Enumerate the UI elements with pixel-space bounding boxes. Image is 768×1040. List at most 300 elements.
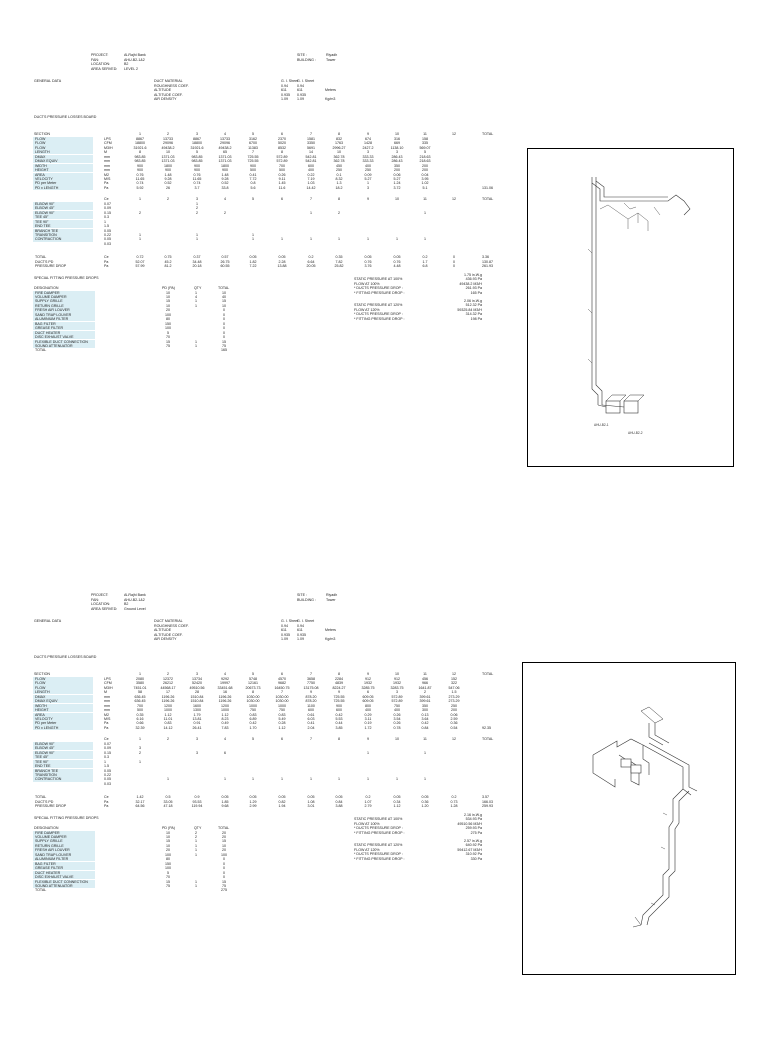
fitting-section-number: 9: [367, 736, 369, 741]
main-cell: 800: [365, 703, 371, 708]
main-cell: 7.83: [221, 725, 229, 730]
summary-value: 259.93 Pa: [465, 826, 482, 831]
fitting-qty: 6: [224, 750, 226, 755]
total-row-cell: 0.34: [393, 799, 401, 804]
fitting-section-number: 7: [310, 196, 312, 201]
duct-isometric: [523, 663, 735, 974]
total-row-cell: 2.28: [278, 259, 286, 264]
main-cell: 13175.08: [303, 685, 319, 690]
fitting-label: CONTRACTION: [35, 777, 62, 782]
total-row-cell: 45.2: [164, 259, 172, 264]
summary-value: 49438.2 M3/H: [459, 281, 482, 286]
main-cell: 5748: [249, 676, 257, 681]
special-pd: 70: [166, 335, 170, 340]
special-total: 100: [221, 852, 227, 857]
total-row-label: PRESSURE DROP: [35, 804, 67, 809]
header-label: BUILDING :: [297, 597, 316, 602]
main-cell: 8867: [193, 136, 201, 141]
main-cell: 1.02: [421, 181, 429, 186]
main-cell: 9292: [221, 676, 229, 681]
summary-value: 198 Pa: [470, 317, 482, 321]
main-cell: 29096: [163, 141, 173, 146]
summary-value: 2.06 in.W.g: [464, 298, 482, 303]
main-cell: 2996.27: [332, 145, 346, 150]
total-row-cell: 1.07: [364, 799, 372, 804]
total-row-cell: 0.05: [249, 255, 257, 260]
main-cell: 900: [194, 168, 200, 173]
special-designation: GREASE FILTER: [35, 866, 64, 871]
main-cell: 2370: [278, 136, 286, 141]
summary-value: 261.93 Pa: [465, 286, 482, 291]
main-cell: 286.43: [391, 154, 403, 159]
total-row-cell: 26.75: [220, 259, 230, 264]
main-cell: 11.65: [192, 177, 202, 181]
header-label: FAN:: [91, 597, 99, 602]
duct-line: [593, 755, 615, 787]
special-designation: VOLUME DAMPER: [35, 295, 67, 299]
general-data-value: 0.94: [297, 83, 304, 88]
main-cell: 2.04: [307, 725, 315, 730]
section-number: 10: [395, 672, 399, 676]
total-row-cell: 0.05: [307, 795, 315, 800]
main-cell: 1.45: [278, 181, 286, 186]
main-cell: 200: [451, 708, 457, 713]
fitting-qty: 1: [196, 232, 198, 237]
fitting-qty: 1: [310, 237, 312, 242]
fitting-section-number: 7: [310, 736, 312, 741]
main-cell: 912: [394, 676, 400, 681]
main-cell: 200: [422, 168, 428, 173]
main-row-unit: M2: [104, 172, 109, 177]
special-total: 0: [223, 857, 225, 862]
fitting-ce: 0.03: [104, 781, 111, 786]
special-designation: ALUMINIUM FILTER: [35, 317, 69, 322]
main-cell: 0.84: [421, 725, 429, 730]
main-cell: 5.53: [335, 717, 343, 721]
main-cell: 6.89: [249, 717, 257, 721]
main-row-label: WIDTH: [35, 703, 47, 708]
main-row-label: FLOW: [35, 685, 46, 690]
main-cell: 20673.73: [245, 685, 261, 690]
main-cell: 500: [279, 168, 285, 173]
main-cell: 1300: [193, 708, 201, 713]
special-header-designation: DESIGNATION: [34, 825, 59, 830]
main-cell: 900: [165, 168, 171, 173]
main-cell: 669: [394, 141, 400, 146]
main-cell: 8532: [278, 145, 286, 150]
main-cell: 11.6: [278, 185, 286, 190]
main-cell: 7: [252, 150, 254, 155]
duct-line: [596, 177, 668, 197]
fitting-ce: 0.09: [104, 206, 111, 211]
total-row-label: DUCTS PD: [35, 259, 54, 264]
total-row-cell: 1.42: [136, 795, 144, 800]
header-value: LEVEL 2: [124, 66, 139, 71]
total-row-unit: Ce: [104, 255, 109, 260]
main-cell: 0.74: [136, 181, 144, 186]
main-cell: 4570: [278, 676, 286, 681]
main-row-label: VELOCITY: [35, 717, 53, 721]
general-data-title: GENERAL DATA: [34, 79, 62, 83]
general-data-value: 0.94: [281, 623, 288, 628]
total-row-cell: 57.99: [135, 264, 145, 269]
fitting-qty: 1: [139, 232, 141, 237]
main-cell: 13733: [220, 136, 230, 141]
fitting-qty: 2: [338, 210, 340, 215]
main-cell: 6: [367, 690, 369, 695]
duct-line: [628, 213, 648, 231]
fitting-qty: 1: [139, 237, 141, 242]
duct-line: [649, 743, 697, 791]
main-row-unit: LPS: [104, 136, 111, 141]
main-cell: 3.7: [194, 185, 200, 190]
duct-line: [596, 181, 602, 405]
main-cell: 1428: [364, 141, 372, 146]
main-cell: 5.27: [393, 177, 401, 181]
special-qty: 1: [195, 883, 197, 888]
main-cell: 10: [337, 150, 341, 155]
special-qty: 1: [195, 879, 197, 884]
total-row-cell: 0.84: [335, 799, 343, 804]
fitting-ce: 0.22: [104, 232, 111, 237]
special-pd: 10: [166, 290, 170, 295]
main-cell: 3658: [307, 676, 315, 681]
main-cell: 0.66: [136, 721, 144, 726]
fitting-qty: 1: [281, 237, 283, 242]
main-cell: 572.89: [391, 699, 403, 704]
fitting-qty: 1: [167, 777, 169, 782]
total-row-cell: 93.53: [192, 799, 202, 804]
total-row-cell: 32.17: [135, 799, 145, 804]
fitting-qty: 1: [396, 777, 398, 782]
header-value: Riyadh: [326, 593, 338, 597]
main-cell: 0.83: [278, 712, 286, 717]
main-cell: 6.16: [136, 717, 144, 721]
header-label: BUILDING :: [297, 57, 316, 62]
main-cell: 3350: [307, 141, 315, 146]
main-cell: 1600: [193, 703, 201, 708]
special-total: 40: [222, 295, 226, 299]
main-cell: 399.61: [419, 699, 431, 704]
summary-value: 512.32 Pa: [465, 303, 482, 308]
special-qty: 2: [195, 830, 197, 835]
main-cell: 0.1: [336, 172, 342, 177]
fitting-qty: 1: [281, 777, 283, 782]
fitting-qty: 1: [367, 750, 369, 755]
total-row-cell: 4.48: [393, 264, 401, 269]
main-cell: 7.72: [249, 177, 257, 181]
fitting-section-number: 5: [252, 736, 254, 741]
special-total: 10: [222, 843, 226, 848]
special-total: 0: [223, 875, 225, 880]
main-cell: 250: [451, 703, 457, 708]
fitting-ce: 0.09: [104, 746, 111, 751]
fitting-qty: 1: [224, 777, 226, 782]
main-cell: 316: [394, 136, 400, 141]
fitting-label: BRANCH TEE: [35, 228, 59, 233]
main-cell: 0.41: [307, 721, 315, 726]
section-number: 3: [196, 672, 198, 676]
section-header-label: SECTION: [34, 132, 50, 136]
main-cell: 1.70: [249, 725, 257, 730]
main-cell: 7.19: [307, 177, 315, 181]
special-total: 0: [223, 335, 225, 340]
fitting-qty: 1: [196, 237, 198, 242]
summary-label: FLOW AT 100%: [354, 821, 380, 826]
header-value: Al-Rajhi Bank: [124, 593, 146, 597]
total-row-cell: 1.20: [421, 804, 429, 809]
total-row-unit: Pa: [104, 264, 109, 269]
special-designation: DUCT HEATER: [35, 330, 61, 335]
total-row-cell: 3.01: [307, 804, 315, 809]
total-row-unit: Pa: [104, 259, 109, 264]
main-cell: 674: [365, 136, 371, 141]
duct-line: [649, 723, 663, 745]
main-cell: 547.06: [448, 685, 460, 690]
fitting-qty: 1: [139, 759, 141, 764]
main-cell: 49438.2: [218, 145, 232, 150]
main-cell: 5.92: [136, 185, 144, 190]
section-number: 2: [167, 132, 169, 136]
main-cell: 0.8: [250, 181, 256, 186]
general-data-value: 0.935: [297, 92, 306, 97]
main-cell: 218.63: [419, 154, 431, 159]
special-designation: SUPPLY GRILLE: [35, 299, 63, 304]
general-data-value: 1.09: [281, 97, 288, 102]
main-cell: 0.26: [393, 721, 401, 726]
summary-value: 165 Pa: [470, 291, 482, 295]
section-number: 11: [423, 132, 427, 136]
main-cell: 5691: [307, 145, 315, 150]
special-designation: SOUND ATTENUATOR: [35, 883, 73, 888]
total-row-cell: 0.73: [450, 799, 458, 804]
special-pd: 15: [166, 299, 170, 304]
special-header-pd: PD (PA): [162, 825, 175, 830]
main-cell: 0.42: [249, 721, 257, 726]
total-row-cell: 60.55: [220, 264, 230, 269]
duct-isometric: [528, 149, 733, 466]
main-cell: 2427.2: [362, 145, 374, 150]
fitting-label: END TEE: [35, 224, 51, 229]
main-cell: 3.54: [393, 717, 401, 721]
header-value: B2: [124, 62, 129, 67]
main-cell: 7: [281, 690, 283, 695]
main-cell: 572.89: [391, 694, 403, 699]
main-cell: 1.12: [221, 712, 229, 717]
general-data-unit: Kg/m3: [325, 637, 336, 642]
main-cell: 400: [308, 168, 314, 173]
general-data-value: 611: [297, 88, 303, 93]
main-cell: 1510.84: [190, 699, 204, 704]
main-cell: 52420: [192, 681, 202, 686]
main-cell: 9.28: [164, 177, 172, 181]
main-cell: 0.29: [364, 712, 372, 717]
duct-line: [592, 177, 690, 215]
fitting-section-number: 12: [452, 736, 456, 741]
section-number: 9: [367, 132, 369, 136]
fitting-label: ELBOW 45°: [35, 206, 55, 211]
summary-value: 436.93 Pa: [465, 277, 482, 282]
main-row-label: FLOW: [35, 141, 46, 146]
main-cell: 9.11: [278, 177, 286, 181]
summary-label: STATIC PRESSURE AT 100%: [354, 277, 403, 282]
main-cell: 900: [250, 163, 256, 168]
main-cell: 1196.26: [218, 699, 232, 704]
main-row-label: DMAX: [35, 694, 46, 699]
section-number: 7: [310, 132, 312, 136]
summary-value: 275 Pa: [470, 831, 482, 835]
section-number: 12: [452, 672, 456, 676]
main-cell: 49438.2: [161, 145, 175, 150]
ahu-tag-label: AHU-B2-1: [594, 423, 609, 427]
main-cell: 569.07: [419, 145, 431, 150]
main-row-label: PD x LENGTH: [35, 185, 59, 190]
total-row-cell: 0.9: [194, 795, 200, 800]
total-row-total: 3.36: [482, 255, 489, 260]
main-cell: 8224.27: [332, 685, 346, 690]
main-row-unit: LPS: [104, 676, 111, 681]
board-title: DUCTS PRESSURE LOSSES BOARD: [34, 655, 97, 659]
section-number: 3: [196, 132, 198, 136]
main-cell: 1.24: [393, 181, 401, 186]
special-designation: BAG FILTER: [35, 861, 56, 866]
total-row-cell: 0.05: [393, 255, 401, 260]
special-designation: DUCT HEATER: [35, 870, 61, 875]
general-data-unit: Kg/m3: [325, 97, 336, 102]
main-cell: 1000: [249, 703, 257, 708]
main-cell: 0.42: [421, 721, 429, 726]
fitting-section-number: 11: [423, 736, 427, 741]
special-header-designation: DESIGNATION: [34, 285, 59, 290]
main-cell: 900: [137, 163, 143, 168]
fitting-label: TRANSITION: [35, 772, 57, 777]
duct-line: [606, 395, 644, 401]
fitting-section-number: 1: [139, 736, 141, 741]
main-cell: 1371.03: [218, 154, 232, 159]
main-cell: 17: [166, 690, 170, 695]
main-cell: 0.91: [193, 721, 201, 726]
special-pd: 5: [167, 870, 169, 875]
main-cell: 0.76: [193, 172, 201, 177]
main-cell: 400: [394, 708, 400, 713]
main-cell: 878.20: [305, 699, 317, 704]
main-row-unit: mm: [104, 154, 110, 159]
total-row-unit: Pa: [104, 799, 109, 804]
general-data-value: G. I. Sheet: [297, 79, 315, 83]
main-row-label: FLOW: [35, 681, 46, 686]
main-cell: 0.28: [278, 721, 286, 726]
fitting-section-number: 4: [224, 196, 226, 201]
special-pd: 15: [166, 339, 170, 344]
total-row-label: DUCTS PD: [35, 799, 54, 804]
fitting-section-number: 6: [281, 196, 283, 201]
ce-header: Ce: [104, 196, 109, 201]
total-row-total: 130.87: [482, 259, 493, 264]
total-row-cell: 34.48: [192, 259, 202, 264]
general-data-value: 611: [281, 628, 287, 633]
fitting-label: ELBOW 45°: [35, 746, 55, 751]
section-number: 12: [452, 132, 456, 136]
summary-value: 534.93 Pa: [465, 817, 482, 822]
general-data-label: ROUGHNESS COEF.: [154, 623, 189, 628]
general-data-value: 611: [281, 88, 287, 93]
duct-line: [655, 723, 669, 743]
main-cell: 0.76: [136, 172, 144, 177]
special-pd: 10: [166, 303, 170, 308]
special-designation: FRESH AIR LOUVER: [35, 848, 70, 853]
main-cell: 0.22: [307, 172, 315, 177]
main-cell: 286.43: [391, 159, 403, 164]
total-row-cell: 1.82: [249, 259, 257, 264]
special-qty: 1: [195, 290, 197, 295]
header-label: LOCATION:: [91, 602, 111, 607]
main-cell: 750: [279, 708, 285, 713]
fitting-label: CONTRACTION: [35, 237, 62, 242]
main-cell: 900: [336, 703, 342, 708]
main-cell: 2080: [136, 676, 144, 681]
total-row-cell: 6.64: [307, 259, 315, 264]
summary-label: * DUCTS PRESSURE DROP :: [354, 312, 403, 317]
main-cell: 2.59: [450, 717, 458, 721]
section-number: 9: [367, 672, 369, 676]
main-cell: 0.06: [393, 172, 401, 177]
main-cell: 3.95: [421, 177, 429, 181]
main-cell: 362.78: [333, 159, 345, 164]
main-cell: 11.01: [163, 717, 173, 721]
fitting-qty: 3: [139, 746, 141, 751]
fitting-section-number: 2: [167, 736, 169, 741]
main-row-label: LENGTH: [35, 690, 50, 695]
fitting-section-number: 10: [395, 736, 399, 741]
special-pd: 10: [166, 835, 170, 839]
fitting-section-number: 11: [423, 196, 427, 201]
special-total: 15: [222, 339, 226, 344]
main-cell: 3580: [136, 681, 144, 686]
main-cell: 542.81: [305, 154, 317, 159]
section-number: 1: [139, 132, 141, 136]
duct-layout-drawing: [522, 662, 736, 975]
main-cell: 1: [367, 181, 369, 186]
special-total: 0: [223, 330, 225, 335]
main-cell: 31921.6: [190, 145, 204, 150]
special-total: 10: [222, 290, 226, 295]
header-label: SITE :: [297, 53, 307, 57]
main-cell: 0.09: [364, 172, 372, 177]
special-designation: TOTAL: [35, 348, 47, 353]
section-number: 5: [252, 132, 254, 136]
special-pd: 100: [165, 866, 171, 871]
fitting-qty: 2: [139, 750, 141, 755]
main-cell: 0.83: [249, 712, 257, 717]
main-cell: 1.72: [364, 725, 372, 730]
main-cell: 3283.75: [390, 685, 404, 690]
special-total: 75: [222, 343, 226, 348]
main-cell: 0.06: [450, 712, 458, 717]
special-designation: ALUMINIUM FILTER: [35, 857, 69, 862]
general-data-value: 0.94: [281, 83, 288, 88]
main-cell: 0.26: [278, 172, 286, 177]
duct-line: [641, 789, 683, 925]
special-pd: 100: [165, 326, 171, 331]
main-cell: 1030.00: [246, 694, 260, 699]
special-qty: 1: [195, 299, 197, 304]
main-cell: 1.12: [278, 725, 286, 730]
total-row-cell: 0.05: [335, 795, 343, 800]
special-pd: 80: [166, 857, 170, 862]
duct-line: [600, 205, 648, 221]
general-data-value: G. I. Sheet: [281, 79, 299, 83]
fitting-qty: 2: [196, 210, 198, 215]
